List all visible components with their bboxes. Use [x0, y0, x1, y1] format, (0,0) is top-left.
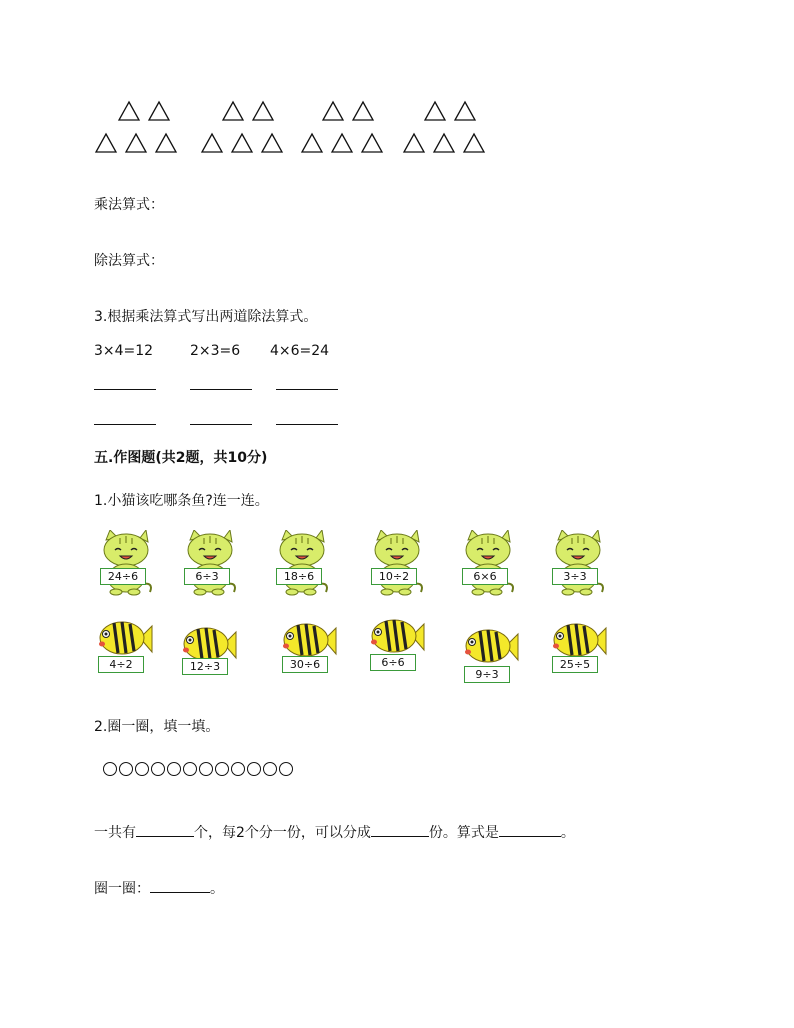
cat-card[interactable]	[180, 530, 236, 598]
triangle-icon	[260, 132, 284, 154]
triangle-icon	[124, 132, 148, 154]
circle-icon[interactable]	[135, 762, 149, 776]
fill-part-3: 份。算式是	[428, 825, 499, 841]
circle-icon[interactable]	[279, 762, 293, 776]
q3-equation-3: 4×6=24	[270, 343, 330, 359]
fill-part-4: 。	[560, 825, 575, 841]
triangle-icon	[117, 100, 141, 122]
circle-icon[interactable]	[183, 762, 197, 776]
cat-expression: 6÷3	[184, 568, 230, 585]
cat-expression: 18÷6	[276, 568, 322, 585]
fish-card[interactable]	[280, 618, 336, 686]
circle-label: 圈一圈：	[94, 881, 150, 897]
answer-blank-2a[interactable]	[190, 389, 252, 390]
fish-card[interactable]	[368, 614, 424, 682]
cat-card[interactable]	[458, 530, 514, 598]
fish-expression: 30÷6	[282, 656, 328, 673]
answer-blank-3a[interactable]	[276, 389, 338, 390]
multiplication-label: 乘法算式：	[94, 197, 164, 213]
triangle-icon	[423, 100, 447, 122]
fish-card[interactable]	[462, 624, 518, 692]
triangle-icon	[251, 100, 275, 122]
triangle-icon	[200, 132, 224, 154]
triangle-icon	[402, 132, 426, 154]
cat-expression: 6×6	[462, 568, 508, 585]
cat-card[interactable]	[272, 530, 328, 598]
cat-icon	[96, 530, 156, 596]
circle-icon[interactable]	[199, 762, 213, 776]
fish-card[interactable]	[96, 616, 152, 684]
fish-expression: 25÷5	[552, 656, 598, 673]
cat-icon	[458, 530, 518, 596]
fill-part-1: 一共有	[94, 825, 136, 841]
q2-title: 2.圈一圈，填一填。	[94, 719, 220, 735]
circle-icon[interactable]	[263, 762, 277, 776]
fish-expression: 4÷2	[98, 656, 144, 673]
cat-expression: 10÷2	[371, 568, 417, 585]
cat-expression: 3÷3	[552, 568, 598, 585]
triangle-icon	[94, 132, 118, 154]
fish-expression: 9÷3	[464, 666, 510, 683]
circle-blank[interactable]	[150, 878, 210, 893]
triangle-icon	[300, 132, 324, 154]
fish-card[interactable]	[180, 622, 236, 690]
section5-title: 五.作图题(共2题，共10分)	[94, 450, 268, 466]
circle-icon[interactable]	[215, 762, 229, 776]
q3-equation-2: 2×3=6	[190, 343, 241, 359]
cat-card[interactable]	[548, 530, 604, 598]
circle-icon[interactable]	[247, 762, 261, 776]
fish-expression: 6÷6	[370, 654, 416, 671]
triangle-icon	[453, 100, 477, 122]
fill-sentence	[94, 822, 575, 842]
division-label: 除法算式：	[94, 253, 164, 269]
triangle-icon	[351, 100, 375, 122]
cat-icon	[548, 530, 608, 596]
fill-part-2: 个，每2个分一份，可以分成	[194, 825, 371, 841]
answer-blank-1a[interactable]	[94, 389, 156, 390]
fish-card[interactable]	[550, 618, 606, 686]
fill-blank-total[interactable]	[136, 822, 194, 837]
cat-icon	[367, 530, 427, 596]
answer-blank-2b[interactable]	[190, 424, 252, 425]
circle-sentence	[94, 878, 224, 898]
cat-expression: 24÷6	[100, 568, 146, 585]
cat-card[interactable]	[96, 530, 152, 598]
cat-card[interactable]	[367, 530, 423, 598]
cat-icon	[272, 530, 332, 596]
q1-title: 1.小猫该吃哪条鱼?连一连。	[94, 493, 269, 509]
circle-icon[interactable]	[103, 762, 117, 776]
fish-expression: 12÷3	[182, 658, 228, 675]
q3-equation-1: 3×4=12	[94, 343, 154, 359]
circle-icon[interactable]	[167, 762, 181, 776]
q3-title: 3.根据乘法算式写出两道除法算式。	[94, 309, 318, 325]
triangle-icon	[321, 100, 345, 122]
circle-icon[interactable]	[119, 762, 133, 776]
answer-blank-3b[interactable]	[276, 424, 338, 425]
triangle-icon	[230, 132, 254, 154]
triangle-icon	[221, 100, 245, 122]
triangle-icon	[432, 132, 456, 154]
triangle-icon	[462, 132, 486, 154]
circle-icon[interactable]	[231, 762, 245, 776]
triangle-icon	[360, 132, 384, 154]
circle-row	[103, 762, 293, 776]
circle-icon[interactable]	[151, 762, 165, 776]
triangle-icon	[147, 100, 171, 122]
fill-blank-equation[interactable]	[499, 822, 561, 837]
answer-blank-1b[interactable]	[94, 424, 156, 425]
circle-end: 。	[210, 881, 224, 897]
triangle-icon	[330, 132, 354, 154]
cat-icon	[180, 530, 240, 596]
triangle-icon	[154, 132, 178, 154]
fill-blank-groups[interactable]	[371, 822, 429, 837]
